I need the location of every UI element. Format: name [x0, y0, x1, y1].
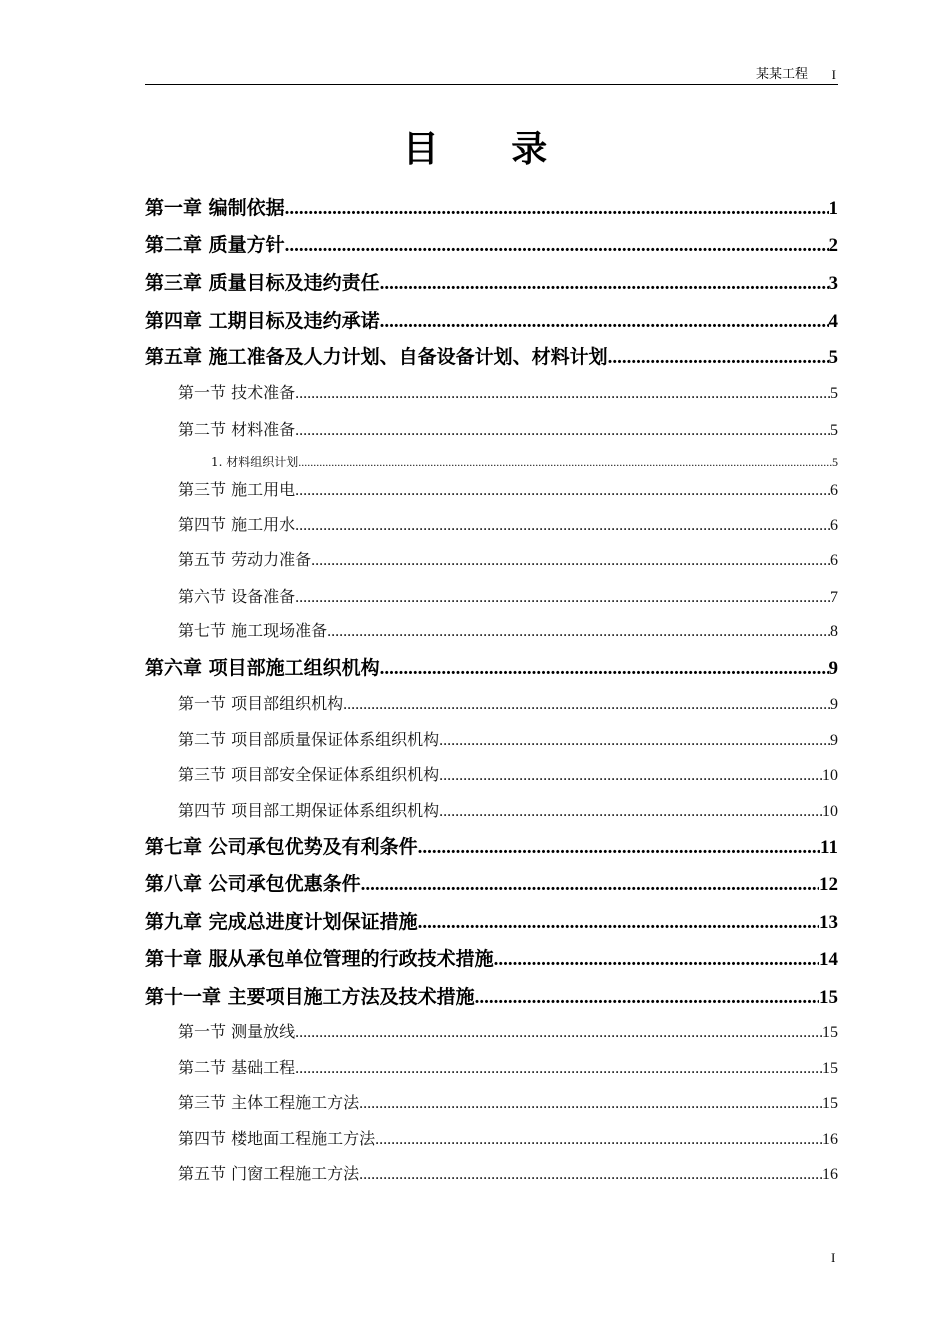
toc-entry-title: 第十一章 主要项目施工方法及技术措施: [145, 986, 475, 1008]
toc-section-entry[interactable]: [145, 730, 838, 751]
toc-page-number: 6: [830, 482, 838, 499]
toc-entry-title: 第九章 完成总进度计划保证措施: [145, 911, 418, 933]
toc-page-number: 5: [830, 385, 838, 402]
toc-dot-leader: [361, 873, 819, 897]
toc-dot-leader: [475, 986, 819, 1010]
toc-section-entry[interactable]: [145, 1129, 838, 1150]
toc-chapter-entry[interactable]: [145, 233, 838, 258]
toc-section-entry[interactable]: [145, 420, 838, 441]
toc-dot-leader: [295, 421, 830, 441]
toc-page-number: 11: [820, 837, 838, 858]
toc-chapter-entry[interactable]: [145, 345, 838, 370]
table-of-contents: [145, 0, 838, 1344]
toc-entry-title: 第一章 编制依据: [145, 197, 285, 219]
toc-entry-title: 第三章 质量目标及违约责任: [145, 272, 380, 294]
toc-dot-leader: [359, 1165, 822, 1185]
toc-dot-leader: [343, 695, 830, 715]
toc-subsection-entry[interactable]: [145, 455, 838, 469]
toc-entry-title: 第五节 门窗工程施工方法: [178, 1164, 360, 1183]
toc-page-number: 8: [830, 623, 838, 640]
toc-dot-leader: [295, 1059, 822, 1079]
toc-section-entry[interactable]: [145, 694, 838, 715]
toc-entry-title: 第五章 施工准备及人力计划、自备设备计划、材料计划: [145, 346, 608, 368]
toc-entry-title: 第十章 服从承包单位管理的行政技术措施: [145, 948, 494, 970]
toc-section-entry[interactable]: [145, 550, 838, 571]
toc-section-entry[interactable]: [145, 480, 838, 501]
toc-entry-title: 第三节 项目部安全保证体系组织机构: [178, 765, 440, 784]
toc-section-entry[interactable]: [145, 801, 838, 822]
toc-page-number: 13: [819, 912, 838, 933]
toc-section-entry[interactable]: [145, 1022, 838, 1043]
toc-entry-title: 第四节 项目部工期保证体系组织机构: [178, 801, 440, 820]
toc-dot-leader: [439, 731, 830, 751]
toc-chapter-entry[interactable]: [145, 947, 838, 972]
toc-entry-title: 第四节 楼地面工程施工方法: [178, 1129, 376, 1148]
page-title: 目 录: [402, 129, 578, 170]
toc-entry-title: 1. 材料组织计划: [211, 455, 299, 469]
toc-dot-leader: [608, 346, 829, 370]
toc-page-number: 2: [828, 235, 838, 256]
toc-entry-title: 第五节 劳动力准备: [178, 550, 312, 569]
toc-chapter-entry[interactable]: [145, 271, 838, 296]
toc-dot-leader: [494, 948, 819, 972]
toc-page-number: 5: [828, 347, 838, 368]
toc-chapter-entry[interactable]: [145, 656, 838, 681]
toc-chapter-entry[interactable]: [145, 835, 838, 860]
toc-dot-leader: [295, 588, 830, 608]
toc-entry-title: 第三节 施工用电: [178, 480, 296, 499]
toc-entry-title: 第七章 公司承包优势及有利条件: [145, 836, 418, 858]
toc-page-number: 1: [828, 198, 838, 219]
toc-section-entry[interactable]: [145, 621, 838, 642]
toc-chapter-entry[interactable]: [145, 309, 838, 334]
toc-dot-leader: [295, 516, 830, 536]
toc-page-number: 16: [822, 1166, 838, 1183]
toc-page-number: 9: [830, 732, 838, 749]
toc-page-number: 15: [822, 1024, 838, 1041]
toc-chapter-entry[interactable]: [145, 910, 838, 935]
toc-page-number: 15: [822, 1060, 838, 1077]
header-project-name: 某某工程: [755, 67, 808, 82]
toc-page-number: 12: [819, 874, 838, 895]
toc-entry-title: 第七节 施工现场准备: [178, 621, 328, 640]
toc-dot-leader: [295, 481, 830, 501]
toc-section-entry[interactable]: [145, 765, 838, 786]
toc-page-number: 15: [822, 1095, 838, 1112]
toc-page-number: 9: [828, 658, 838, 679]
toc-section-entry[interactable]: [145, 1093, 838, 1114]
toc-section-entry[interactable]: [145, 1164, 838, 1185]
toc-page-number: 16: [822, 1131, 838, 1148]
toc-page-number: 3: [828, 273, 838, 294]
header-page-number: I: [831, 67, 836, 82]
toc-dot-leader: [327, 622, 830, 642]
toc-dot-leader: [311, 551, 830, 571]
toc-page-number: 7: [830, 589, 838, 606]
toc-dot-leader: [439, 802, 822, 822]
toc-entry-title: 第四节 施工用水: [178, 515, 296, 534]
toc-entry-title: 第一节 技术准备: [178, 383, 296, 402]
toc-entry-title: 第一节 测量放线: [178, 1022, 296, 1041]
toc-dot-leader: [418, 836, 820, 860]
toc-entry-title: 第二章 质量方针: [145, 234, 285, 256]
toc-dot-leader: [439, 766, 822, 786]
toc-page-number: 10: [822, 803, 838, 820]
toc-entry-title: 第二节 项目部质量保证体系组织机构: [178, 730, 440, 749]
toc-dot-leader: [285, 234, 829, 258]
toc-page-number: 15: [819, 987, 838, 1008]
footer-page-number: I: [831, 1250, 836, 1265]
toc-page-number: 9: [830, 696, 838, 713]
toc-dot-leader: [295, 1023, 822, 1043]
toc-section-entry[interactable]: [145, 383, 838, 404]
toc-entry-title: 第六章 项目部施工组织机构: [145, 657, 380, 679]
toc-dot-leader: [298, 455, 832, 469]
toc-entry-title: 第三节 主体工程施工方法: [178, 1093, 360, 1112]
toc-entry-title: 第二节 材料准备: [178, 420, 296, 439]
toc-chapter-entry[interactable]: [145, 985, 838, 1010]
toc-entry-title: 第八章 公司承包优惠条件: [145, 873, 361, 895]
toc-chapter-entry[interactable]: [145, 196, 838, 221]
toc-page-number: 5: [830, 422, 838, 439]
toc-dot-leader: [418, 911, 819, 935]
toc-chapter-entry[interactable]: [145, 872, 838, 897]
toc-page-number: 4: [828, 311, 838, 332]
toc-dot-leader: [295, 384, 830, 404]
toc-entry-title: 第四章 工期目标及违约承诺: [145, 310, 380, 332]
toc-page-number: 5: [832, 455, 838, 469]
toc-page-number: 6: [830, 517, 838, 534]
toc-entry-title: 第二节 基础工程: [178, 1058, 296, 1077]
toc-page-number: 10: [822, 767, 838, 784]
toc-section-entry[interactable]: [145, 515, 838, 536]
toc-entry-title: 第一节 项目部组织机构: [178, 694, 344, 713]
toc-dot-leader: [359, 1094, 822, 1114]
toc-entry-title: 第六节 设备准备: [178, 587, 296, 606]
toc-page-number: 6: [830, 552, 838, 569]
toc-section-entry[interactable]: [145, 587, 838, 608]
toc-page-number: 14: [819, 949, 838, 970]
toc-dot-leader: [285, 197, 829, 221]
toc-dot-leader: [380, 310, 829, 334]
toc-dot-leader: [380, 657, 829, 681]
toc-section-entry[interactable]: [145, 1058, 838, 1079]
toc-dot-leader: [375, 1130, 822, 1150]
toc-dot-leader: [380, 272, 829, 296]
